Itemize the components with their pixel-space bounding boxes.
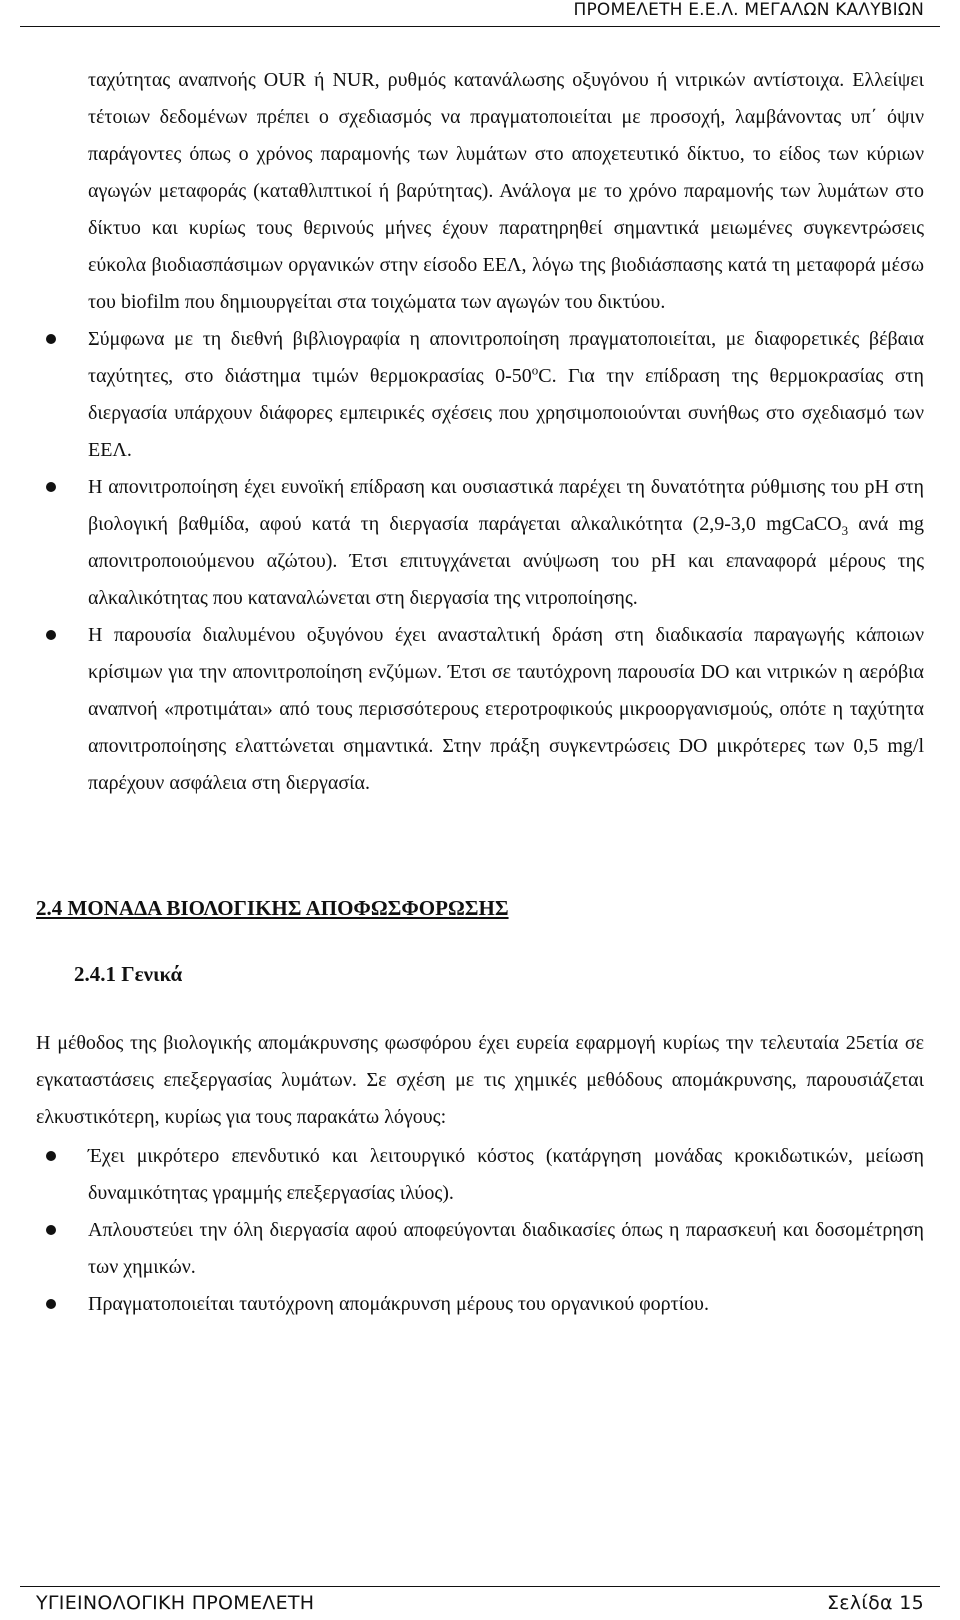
bullet-icon <box>46 1151 56 1161</box>
list-item-text: Η απονιτροποίηση έχει ευνοϊκή επίδραση και ουσιαστικά παρέχει τη δυνατότητα ρύθμισης του pH στη βιολογική βαθμίδα, αφού κατά τη διεργασία παράγεται αλκαλικότητα (2,9-3,0 mgCaCO$_3$ ανά mg απονιτροποιούμενου αζώτου). Έτσι επιτυγχάνεται ανύψωση του pH και επαναφορά μέρους της αλκαλικότητας που καταναλώνεται στη διεργασία της νιτροποίησης. <box>88 476 924 609</box>
body-paragraph: Η μέθοδος της βιολογικής απομάκρυνσης φωσφόρου έχει ευρεία εφαρμογή κυρίως την τελευταία 25ετία σε εγκαταστάσεις επεξεργασίας λυμάτων. Σε σχέση με τις χημικές μεθόδους απομάκρυνσης, παρουσιάζεται ελκυστικότερη, κυρίως για τους παρακάτω λόγους: <box>36 1032 924 1128</box>
degree-superscript: o <box>531 362 539 378</box>
section-heading: 2.4 ΜΟΝΑΔΑ ΒΙΟΛΟΓΙΚΗΣ ΑΠΟΦΩΣΦΟΡΩΣΗΣ <box>36 896 509 920</box>
continuation-paragraph: ταχύτητας αναπνοής OUR ή NUR, ρυθμός κατανάλωσης οξυγόνου ή νιτρικών αντίστοιχα. Ελλείψει τέτοιων δεδομένων πρέπει ο σχεδιασμός να πραγματοποιείται με προσοχή, λαμβάνοντας υπ΄ όψιν παράγοντες όπως ο χρόνος παραμονής των λυμάτων στο αποχετευτικό δίκτυο, το είδος των κύριων αγωγών μεταφοράς (καταθλιπτικοί ή βαρύτητας). Ανάλογα με το χρόνο παραμονής των λυμάτων στο δίκτυο και κυρίως τους θερινούς μήνες έχουν παρατηρηθεί σημαντικά μειωμένες συγκεντρώσεις εύκολα βιοδιασπάσιμων οργανικών στην είσοδο ΕΕΛ, λόγω της βιοδιάσπασης κατά τη μεταφορά μέσω του biofilm που δημιουργείται στα τοιχώματα των αγωγών του δικτύου. <box>88 69 924 313</box>
footer-rule <box>20 1586 940 1587</box>
list-item <box>36 1212 924 1286</box>
bullet-icon <box>46 1299 56 1309</box>
list-item-text: Η παρουσία διαλυμένου οξυγόνου έχει ανασταλτική δράση στη διαδικασία παραγωγής κάποιων κρίσιμων για την απονιτροποίηση ενζύμων. Έτσι σε ταυτόχρονη παρουσία DO και νιτρικών η αερόβια αναπνοή «προτιμάται» από τους περισσότερους ετεροτροφικούς μικροοργανισμούς, οπότε η ταχύτητα απονιτροποίησης ελαττώνεται σημαντικά. Στην πράξη συγκεντρώσεις DO μικρότερες των 0,5 mg/l παρέχουν ασφάλεια στη διεργασία. <box>88 624 924 794</box>
bullet-icon <box>46 630 56 640</box>
bullet-list-1 <box>36 321 924 802</box>
running-header: ΠΡΟΜΕΛΕΤΗ Ε.Ε.Λ. ΜΕΓΑΛΩΝ ΚΑΛΥΒΙΩΝ <box>573 0 924 20</box>
subsection-heading: 2.4.1 Γενικά <box>74 962 183 986</box>
list-item <box>36 321 924 469</box>
list-item <box>36 1138 924 1212</box>
footer-title: ΥΓΙΕΙΝΟΛΟΓΙΚΗ ΠΡΟΜΕΛΕΤΗ <box>36 1592 315 1614</box>
bullet-icon <box>46 1225 56 1235</box>
list-item-text: Πραγματοποιείται ταυτόχρονη απομάκρυνση μέρους του οργανικού φορτίου. <box>88 1293 709 1315</box>
page-content <box>36 62 924 1323</box>
list-item <box>36 617 924 802</box>
list-item <box>36 469 924 617</box>
list-item-text: Έχει μικρότερο επενδυτικό και λειτουργικό κόστος (κατάργηση μονάδας κροκιδωτικών, μείωση δυναμικότητας γραμμής επεξεργασίας ιλύος). <box>88 1145 924 1204</box>
list-item-text: Απλουστεύει την όλη διεργασία αφού αποφεύγονται διαδικασίες όπως η παρασκευή και δοσομέτρηση των χημικών. <box>88 1219 924 1278</box>
bullet-icon <box>46 334 56 344</box>
page-number: Σελίδα 15 <box>826 1592 924 1614</box>
bullet-icon <box>46 482 56 492</box>
bullet-list-2 <box>36 1138 924 1323</box>
header-rule <box>20 26 940 27</box>
list-item-text: Σύμφωνα με τη διεθνή βιβλιογραφία η απονιτροποίηση πραγματοποιείται, με διαφορετικές βέβαια ταχύτητες, στο διάστημα τιμών θερμοκρασίας 0-50$^o$C. Για την επίδραση της θερμοκρασίας στη διεργασία υπάρχουν διάφορες εμπειρικές σχέσεις που χρησιμοποιούνται συνήθως στο σχεδιασμό των ΕΕΛ. <box>88 328 924 461</box>
list-item <box>36 1286 924 1323</box>
subscript: 3 <box>841 523 849 538</box>
